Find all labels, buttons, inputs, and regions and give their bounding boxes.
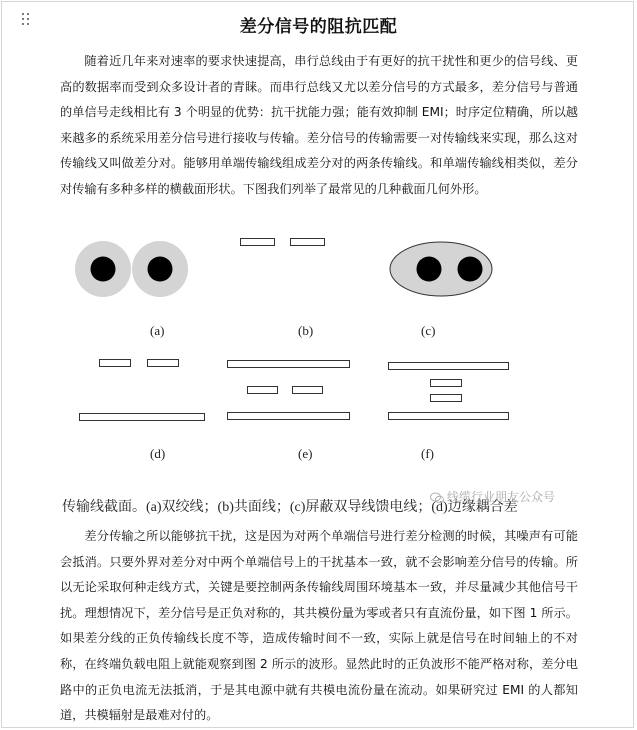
body-paragraph: 差分传输之所以能够抗干扰，这是因为对两个单端信号进行差分检测的时候，其噪声有可能会抵消。只要外界对差分对中两个单端信号上的干扰基本一致，就不会影响差分信号的传输。所以无论采取何种走线方式，关键是要控制两条传输线周围环境基本一致，并尽量减少其他信号干扰。理想情况下，差分信号是正负对称的，其共模份量为零或者只有直流份量，如下图 1 所示。如果差分线的正负传输线长度不等，造成传输时间不一致，实际上就是信号在时间轴上的不对称，在终端负载电阻上就能观察到图 2 所示的波形。显然此时的正负波形不能严格对称，差分电路中的正负电流无法抵消，于是其电源中就有共模电流份量在流动。如果研究过 EMI 的人都知道，共模辐射是最难对付的。 xyxy=(60,529,578,723)
figure-label-f: (f) xyxy=(421,446,434,461)
page-title: 差分信号的阻抗匹配 xyxy=(239,17,398,37)
broadside-coupled-diagram xyxy=(389,363,509,420)
twisted-pair-diagram xyxy=(75,241,188,297)
figure-label-c: (c) xyxy=(421,323,436,338)
figure-caption: 传输线截面。(a)双绞线；(b)共面线；(c)屏蔽双导线馈电线；(d)边缘耦合差 xyxy=(62,500,518,515)
edge-coupled-diagram xyxy=(80,360,205,421)
stripline-diagram xyxy=(228,361,350,420)
coplanar-diagram xyxy=(241,239,325,246)
cross-section-figure xyxy=(0,226,637,496)
wechat-icon xyxy=(430,492,444,504)
figure-label-b: (b) xyxy=(298,323,314,338)
watermark xyxy=(430,488,555,505)
figure-label-e: (e) xyxy=(298,446,313,461)
watermark-text: 线缆行业朋友公众号 xyxy=(447,490,556,504)
shielded-twin-lead-diagram xyxy=(390,242,492,296)
figure-label-a: (a) xyxy=(150,323,165,338)
intro-paragraph: 随着近几年来对速率的要求快速提高，串行总线由于有更好的抗干扰性和更少的信号线、更高的数据率而受到众多设计者的青睐。而串行总线又尤以差分信号的方式最多，差分信号与普通的单信号走线相比有 3 个明显的优势：抗干扰能力强；能有效抑制 EMI；时序定位精确，所以越来越多的系统采用差分信号进行接收与传输。差分信号的传输需要一对传输线来实现，那么这对传输线又叫做差分对。能够用单端传输线组成差分对的两条传输线。和单端传输线相类似，差分对传输有多种多样的横截面形状。下图我们列举了最常见的几种截面几何外形。 xyxy=(60,54,578,196)
figure-label-d: (d) xyxy=(150,446,166,461)
cross-section-diagrams xyxy=(0,226,637,496)
